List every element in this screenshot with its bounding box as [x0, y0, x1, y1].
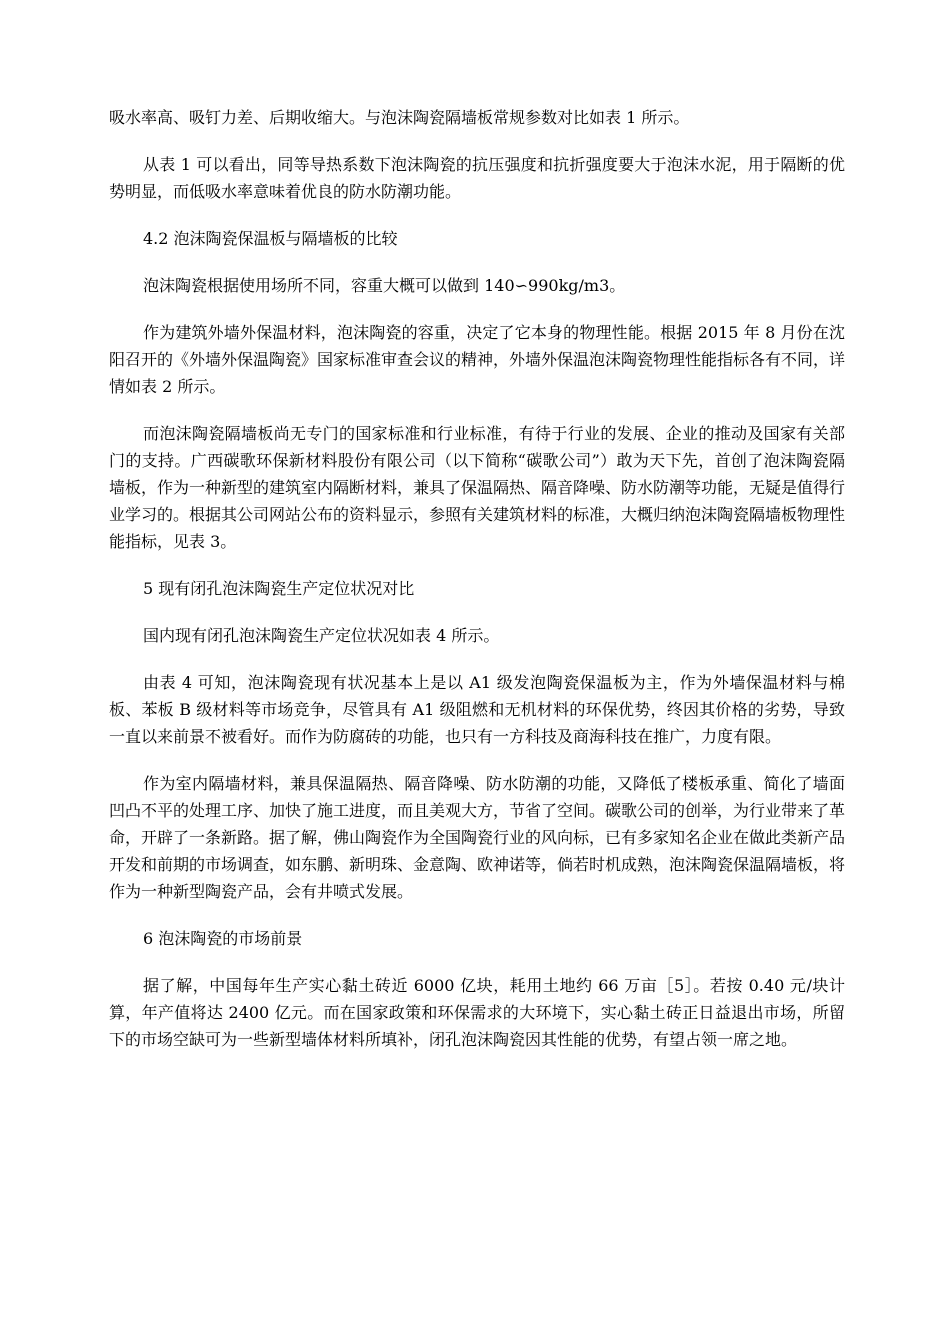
paragraph: 作为建筑外墙外保温材料，泡沫陶瓷的容重，决定了它本身的物理性能。根据 2015 年 8 月份在沈阳召开的《外墙外保温陶瓷》国家标准审查会议的精神，外墙外保温泡沫陶瓷物理性能指标各有不同，详情如表 2 所示。: [109, 323, 846, 396]
paragraph: 从表 1 可以看出，同等导热系数下泡沫陶瓷的抗压强度和抗折强度要大于泡沫水泥，用于隔断的优势明显，而低吸水率意味着优良的防水防潮功能。: [109, 155, 845, 201]
paragraph: 国内现有闭孔泡沫陶瓷生产定位状况如表 4 所示。: [143, 626, 500, 645]
section-heading: 5 现有闭孔泡沫陶瓷生产定位状况对比: [143, 579, 415, 598]
section-heading: 6 泡沫陶瓷的市场前景: [143, 929, 303, 948]
paragraph: 吸水率高、吸钉力差、后期收缩大。与泡沫陶瓷隔墙板常规参数对比如表 1 所示。: [109, 108, 690, 127]
document-body: [109, 104, 845, 1073]
paragraph: 而泡沫陶瓷隔墙板尚无专门的国家标准和行业标准，有待于行业的发展、企业的推动及国家有关部门的支持。广西碳歌环保新材料股份有限公司（以下简称“碳歌公司”）敢为天下先，首创了泡沫陶瓷隔墙板，作为一种新型的建筑室内隔断材料，兼具了保温隔热、隔音降噪、防水防潮等功能，无疑是值得行业学习的。根据其公司网站公布的资料显示，参照有关建筑材料的标准，大概归纳泡沫陶瓷隔墙板物理性能指标，见表 3。: [109, 424, 846, 551]
paragraph: 据了解，中国每年生产实心黏土砖近 6000 亿块，耗用土地约 66 万亩［5］。若按 0.40 元/块计算，年产值将达 2400 亿元。而在国家政策和环保需求的大环境下，实心黏土砖正日益退出市场，所留下的市场空缺可为一些新型墙体材料所填补，闭孔泡沫陶瓷因其性能的优势，有望占领一席之地。: [109, 976, 845, 1049]
paragraph: 作为室内隔墙材料，兼具保温隔热、隔音降噪、防水防潮的功能，又降低了楼板承重、简化了墙面凹凸不平的处理工序、加快了施工进度，而且美观大方，节省了空间。碳歌公司的创举，为行业带来了革命，开辟了一条新路。据了解，佛山陶瓷作为全国陶瓷行业的风向标，已有多家知名企业在做此类新产品开发和前期的市场调查，如东鹏、新明珠、金意陶、欧神诺等，倘若时机成熟，泡沫陶瓷保温隔墙板，将作为一种新型陶瓷产品，会有井喷式发展。: [109, 774, 846, 901]
paragraph: 泡沫陶瓷根据使用场所不同，容重大概可以做到 140∽990kg/m3。: [143, 276, 626, 295]
paragraph: 由表 4 可知，泡沫陶瓷现有状况基本上是以 A1 级发泡陶瓷保温板为主，作为外墙保温材料与棉板、苯板 B 级材料等市场竞争，尽管具有 A1 级阻燃和无机材料的环保优势，终因其价格的劣势，导致一直以来前景不被看好。而作为防腐砖的功能，也只有一方科技及商海科技在推广，力度有限。: [109, 673, 845, 746]
section-heading: 4.2 泡沫陶瓷保温板与隔墙板的比较: [143, 229, 398, 248]
